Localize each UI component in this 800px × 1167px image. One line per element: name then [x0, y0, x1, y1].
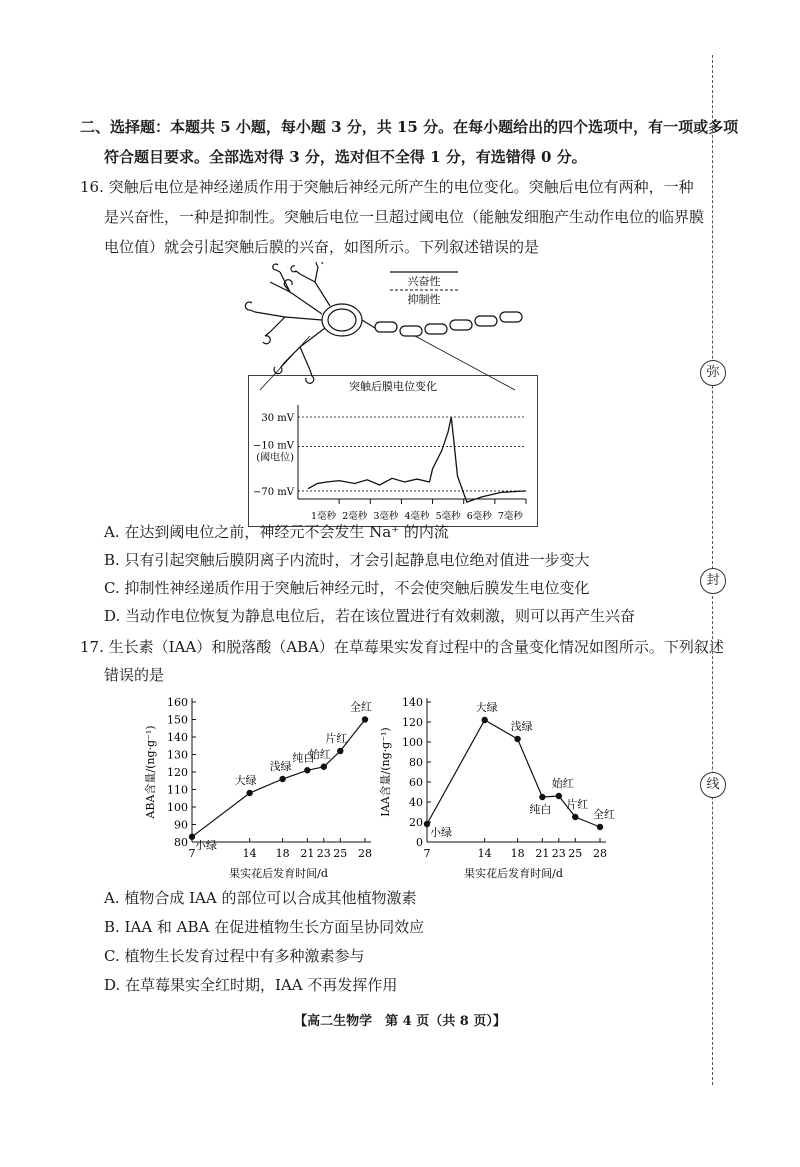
- ytick-label: 100: [167, 801, 188, 814]
- ytick-label: 90: [174, 818, 188, 832]
- q16-stem-line1: 16. 突触后电位是神经递质作用于突触后神经元所产生的电位变化。突触后电位有两种，一种: [80, 178, 694, 196]
- q17-option-d[interactable]: D. 在草莓果实全红时期，IAA 不再发挥作用: [104, 976, 398, 994]
- iaa-chart: [375, 690, 615, 885]
- xtick-label: 7: [423, 847, 431, 860]
- xtick-label: 7: [188, 847, 196, 860]
- data-point: [539, 794, 545, 800]
- data-point: [362, 716, 368, 722]
- point-label: 小绿: [195, 838, 217, 852]
- point-label: 浅绿: [269, 760, 292, 773]
- legend-inhibitory: 抑制性: [407, 293, 441, 306]
- q17-option-c[interactable]: C. 植物生长发育过程中有多种激素参与: [104, 947, 365, 965]
- q17-stem-line1: 17. 生长素（IAA）和脱落酸（ABA）在草莓果实发育过程中的含量变化情况如图所示。下列叙述: [80, 638, 724, 656]
- ytick-label: 60: [409, 776, 423, 789]
- point-label: 浅绿: [510, 720, 533, 733]
- q16-option-b[interactable]: B. 只有引起突触后膜阴离子内流时，才会引起静息电位绝对值进一步变大: [104, 551, 590, 569]
- ytick-label: (阈电位): [256, 452, 294, 464]
- data-point: [556, 793, 562, 799]
- xtick-label: 5毫秒: [435, 511, 461, 522]
- potential-line: [308, 417, 526, 502]
- legend-excitatory: 兴奋性: [407, 275, 441, 288]
- xtick-label: 23: [316, 847, 331, 860]
- point-label: 始红: [308, 747, 331, 761]
- y-axis-title: IAA含量/(ng·g⁻¹): [379, 727, 392, 817]
- q16-option-a[interactable]: A. 在达到阈电位之前，神经元不会发生 Na⁺ 的内流: [104, 523, 449, 541]
- xtick-label: 28: [358, 847, 372, 860]
- ytick-label: 140: [167, 731, 188, 744]
- aba-chart: [140, 690, 380, 885]
- neuron-legend: [390, 272, 458, 306]
- page-footer: 【高二生物学 第 4 页（共 8 页）】: [294, 1014, 506, 1029]
- ytick-label: 140: [402, 696, 423, 709]
- ytick-label: 120: [167, 766, 188, 779]
- chart-title: 突触后膜电位变化: [349, 380, 437, 393]
- x-axis-title: 果实花后发育时间/d: [464, 867, 563, 880]
- data-point: [514, 736, 520, 742]
- point-label: 始红: [551, 777, 574, 790]
- xtick-label: 14: [242, 847, 257, 860]
- data-point: [337, 748, 343, 754]
- x-axis-title: 果实花后发育时间/d: [229, 867, 328, 880]
- ytick-label: 110: [167, 783, 188, 797]
- q16-option-d[interactable]: D. 当动作电位恢复为静息电位后，若在该位置进行有效刺激，则可以再产生兴奋: [104, 607, 636, 625]
- xtick-label: 23: [551, 847, 566, 860]
- ytick-label: 130: [167, 748, 188, 762]
- point-label: 片红: [325, 732, 348, 745]
- ytick-label: 0: [416, 836, 423, 849]
- ytick-label: 30 mV: [261, 413, 294, 424]
- y-axis-title: ABA含量/(ng·g⁻¹): [144, 725, 157, 819]
- xtick-label: 1毫秒: [311, 511, 337, 522]
- point-label: 纯白: [529, 803, 552, 816]
- data-point: [481, 717, 487, 723]
- margin-char-1: 弥: [700, 360, 726, 386]
- q17-option-a[interactable]: A. 植物合成 IAA 的部位可以合成其他植物激素: [104, 889, 417, 907]
- ytick-label: 100: [402, 736, 423, 749]
- xtick-label: 7毫秒: [497, 511, 523, 522]
- q16-stem-line3: 电位值）就会引起突触后膜的兴奋，如图所示。下列叙述错误的是: [104, 238, 540, 256]
- section-heading-line1: 二、选择题：本题共 5 小题，每小题 3 分，共 15 分。在每小题给出的四个选项中，有一项或多项: [80, 118, 739, 136]
- ytick-label: 80: [409, 756, 423, 769]
- xtick-label: 25: [333, 847, 348, 860]
- ytick-label: 120: [402, 716, 423, 729]
- xtick-label: 14: [477, 847, 492, 860]
- xtick-label: 2毫秒: [342, 511, 368, 522]
- xtick-label: 21: [535, 847, 550, 860]
- ytick-label: 150: [167, 713, 188, 727]
- xtick-label: 21: [300, 847, 315, 860]
- xtick-label: 18: [510, 847, 525, 860]
- q16-option-c[interactable]: C. 抑制性神经递质作用于突触后神经元时，不会使突触后膜发生电位变化: [104, 579, 590, 597]
- xtick-label: 6毫秒: [466, 511, 492, 522]
- q16-stem-line2: 是兴奋性，一种是抑制性。突触后电位一旦超过阈电位（能触发细胞产生动作电位的临界膜: [104, 208, 705, 226]
- point-label: 纯白: [292, 751, 315, 765]
- margin-char-3: 线: [700, 772, 726, 798]
- ytick-label: −10 mV: [253, 440, 294, 452]
- xtick-label: 25: [568, 847, 583, 860]
- data-point: [279, 776, 285, 782]
- section-heading-line2: 符合题目要求。全部选对得 3 分，选对但不全得 1 分，有选错得 0 分。: [104, 148, 587, 166]
- margin-char-2: 封: [700, 568, 726, 594]
- data-point: [572, 814, 578, 820]
- data-point: [597, 824, 603, 830]
- ytick-label: 20: [409, 816, 423, 829]
- ytick-label: −70 mV: [253, 486, 294, 498]
- point-label: 全红: [350, 700, 372, 714]
- xtick-label: 28: [593, 847, 607, 860]
- q17-option-b[interactable]: B. IAA 和 ABA 在促进植物生长方面呈协同效应: [104, 918, 425, 936]
- membrane-potential-chart: [248, 375, 538, 527]
- xtick-label: 4毫秒: [404, 511, 430, 522]
- neuron-drawing: [245, 262, 522, 383]
- point-label: 大绿: [475, 701, 498, 714]
- ytick-label: 80: [174, 836, 188, 849]
- data-point: [304, 767, 310, 773]
- xtick-label: 18: [275, 847, 290, 860]
- point-label: 全红: [593, 808, 615, 821]
- xtick-label: 3毫秒: [373, 511, 399, 522]
- point-label: 片红: [566, 798, 589, 811]
- ytick-label: 40: [409, 796, 423, 809]
- point-label: 小绿: [430, 826, 452, 839]
- q17-stem-line2: 错误的是: [104, 666, 165, 684]
- neuron-figure: [230, 262, 570, 392]
- data-point: [246, 790, 252, 796]
- data-point: [321, 764, 327, 770]
- point-label: 大绿: [234, 774, 257, 787]
- ytick-label: 160: [167, 696, 188, 709]
